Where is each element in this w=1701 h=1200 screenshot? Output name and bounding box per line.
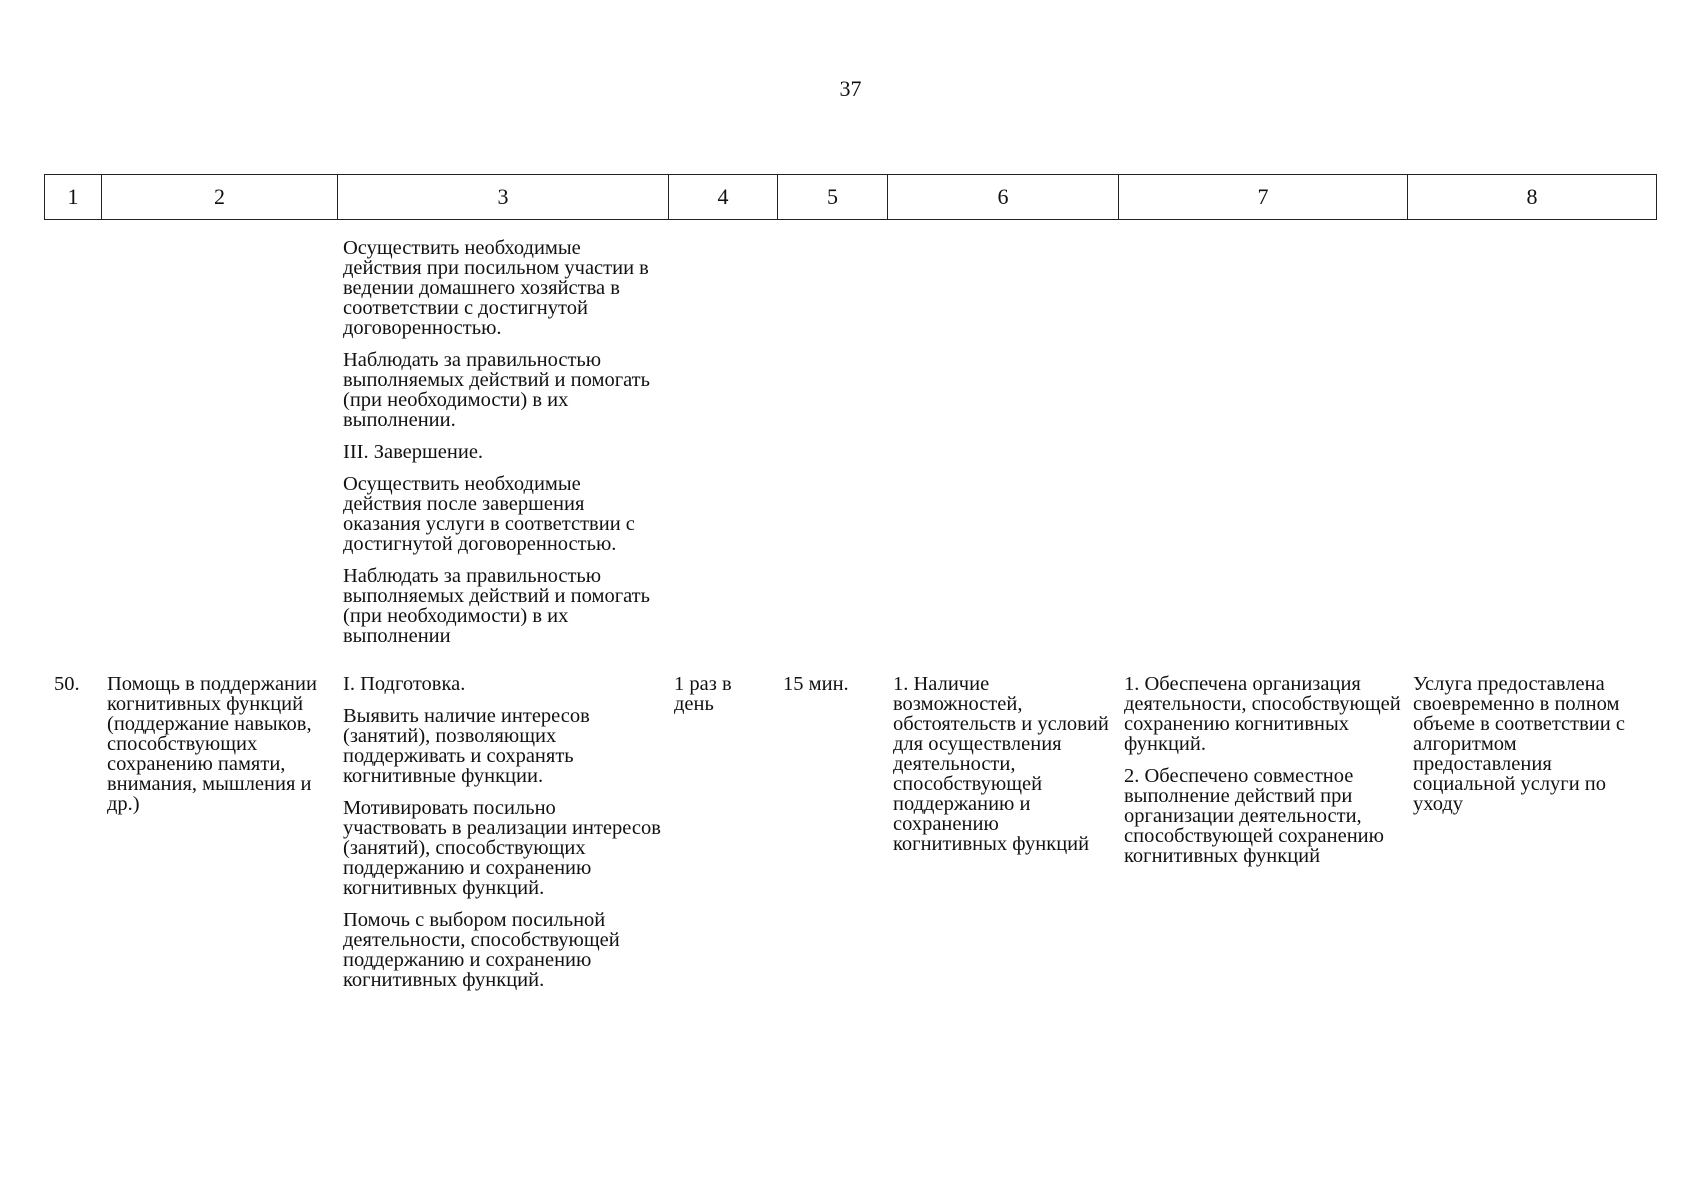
column-number-4: 4 xyxy=(669,175,778,220)
column-number-1: 1 xyxy=(45,175,102,220)
column-number-5: 5 xyxy=(778,175,888,220)
table-row-continuation xyxy=(44,238,1656,674)
duration: 15 мин. xyxy=(783,673,849,695)
column-number-header xyxy=(44,174,1657,220)
condition-item: 1. Наличие возможностей, обстоятельств и условий для осуществления деятельности, способствующей поддержанию и сохранению когнитивных функций xyxy=(893,673,1109,855)
procedure-step: Осуществить необходимые действия после завершения оказания услуги в соответствии с достигнутой договоренностью. xyxy=(343,473,635,555)
services-table xyxy=(44,238,1656,990)
service-name: Помощь в поддержании когнитивных функций (поддержание навыков, способствующих сохранению памяти, внимания, мышления и др.) xyxy=(107,673,317,815)
procedure-cell xyxy=(337,238,668,674)
procedure-step: Осуществить необходимые действия при посильном участии в ведении домашнего хозяйства в соответствии с достигнутой договоренностью. xyxy=(343,237,649,339)
procedure-step: Наблюдать за правильностью выполняемых действий и помогать (при необходимости) в их выполнении xyxy=(343,565,650,647)
page-number: 37 xyxy=(839,76,862,101)
column-number-6: 6 xyxy=(888,175,1119,220)
result-item: 2. Обеспечено совместное выполнение действий при организации деятельности, способствующей сохранению когнитивных функций xyxy=(1124,765,1384,867)
column-number-8: 8 xyxy=(1408,175,1657,220)
results-cell xyxy=(1118,674,1407,990)
column-number-3: 3 xyxy=(338,175,669,220)
column-number-7: 7 xyxy=(1119,175,1408,220)
table-row-50 xyxy=(44,674,1656,990)
procedure-step: I. Подготовка. xyxy=(343,673,466,695)
procedure-step: Наблюдать за правильностью выполняемых действий и помогать (при необходимости) в их выполнении. xyxy=(343,349,650,431)
conditions-cell xyxy=(887,674,1118,990)
result-item: 1. Обеспечена организация деятельности, способствующей сохранению когнитивных функций. xyxy=(1124,673,1401,755)
procedure-step: III. Завершение. xyxy=(343,441,484,463)
procedure-cell xyxy=(337,674,668,990)
row-number: 50. xyxy=(54,673,80,695)
procedure-step: Выявить наличие интересов (занятий), позволяющих поддерживать и сохранять когнитивные функции. xyxy=(343,705,590,787)
procedure-step: Мотивировать посильно участвовать в реализации интересов (занятий), способствующих поддержанию и сохранению когнитивных функций. xyxy=(343,797,661,899)
frequency: 1 раз в день xyxy=(674,673,732,715)
procedure-step: Помочь с выбором посильной деятельности, способствующей поддержанию и сохранению когнитивных функций. xyxy=(343,909,620,991)
column-number-2: 2 xyxy=(102,175,338,220)
quality-assessment: Услуга предоставлена своевременно в полном объеме в соответствии с алгоритмом предоставления социальной услуги по уходу xyxy=(1413,673,1625,815)
